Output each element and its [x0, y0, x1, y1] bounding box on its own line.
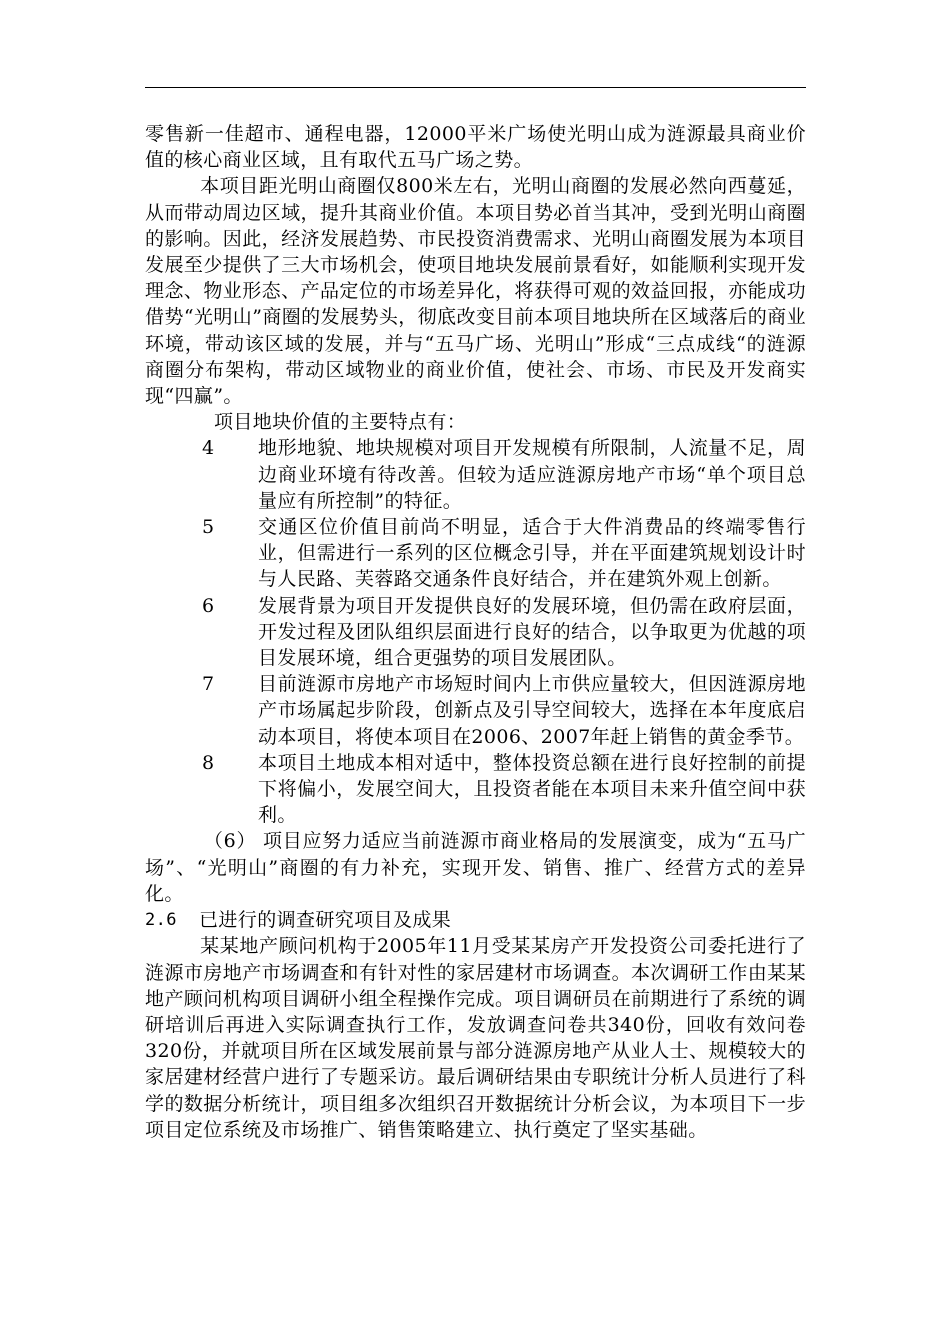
document-body	[145, 121, 806, 1143]
list-item	[145, 750, 806, 829]
section-heading	[145, 907, 806, 933]
list-item	[145, 435, 806, 514]
paragraph-research-summary: 某某地产顾问机构于2005年11月受某某房产开发投资公司委托进行了涟源市房地产市场调查和有针对性的家居建材市场调查。本次调研工作由某某地产顾问机构项目调研小组全程操作完成。项目调研员在前期进行了系统的调研培训后再进入实际调查执行工作，发放调查问卷共340份，回收有效问卷320份，并就项目所在区域发展前景与部分涟源房地产从业人士、规模较大的家居建材经营户进行了专题采访。最后调研结果由专职统计分析人员进行了科学的数据分析统计，项目组多次组织召开数据统计分析会议，为本项目下一步项目定位系统及市场推广、销售策略建立、执行奠定了坚实基础。	[145, 935, 806, 1141]
list-text: 目前涟源市房地产市场短时间内上市供应量较大，但因涟源房地产市场属起步阶段，创新点及引导空间较大，选择在本年度底启动本项目，将使本项目在2006、2007年赶上销售的黄金季节。	[258, 673, 806, 748]
paragraph-market-opportunity: 本项目距光明山商圈仅800米左右，光明山商圈的发展必然向西蔓延，从而带动周边区域，提升其商业价值。本项目势必首当其冲，受到光明山商圈的影响。因此，经济发展趋势、市民投资消费需求、光明山商圈发展为本项目发展至少提供了三大市场机会，使项目地块发展前景看好，如能顺利实现开发理念、物业形态、产品定位的市场差异化，将获得可观的效益回报，亦能成功借势“光明山”商圈的发展势头，彻底改变目前本项目地块所在区域落后的商业环境，带动该区域的发展，并与“五马广场、光明山”形成“三点成线“的涟源商圈分布架构，带动区域物业的商业价值，使社会、市场、市民及开发商实现“四赢”。	[145, 175, 806, 408]
list-item	[145, 593, 806, 672]
features-intro: 项目地块价值的主要特点有：	[214, 411, 467, 434]
list-number: 4	[202, 437, 215, 460]
section-title: 已进行的调查研究项目及成果	[199, 909, 452, 932]
list-item	[145, 671, 806, 750]
list-item	[145, 514, 806, 593]
list-text: 地形地貌、地块规模对项目开发规模有所限制，人流量不足，周边商业环境有待改善。但较为适应涟源房地产市场“单个项目总量应有所控制”的特征。	[258, 437, 806, 512]
section-number: 2.6	[145, 910, 177, 931]
list-text: 交通区位价值目前尚不明显，适合于大件消费品的终端零售行业，但需进行一系列的区位概念引导，并在平面建筑规划设计时与人民路、芙蓉路交通条件良好结合，并在建筑外观上创新。	[258, 516, 806, 591]
paragraph-guangmingshan-summary: 零售新一佳超市、通程电器，12000平米广场使光明山成为涟源最具商业价值的核心商业区域，且有取代五马广场之势。	[145, 123, 806, 172]
list-text: 发展背景为项目开发提供良好的发展环境，但仍需在政府层面，开发过程及团队组织层面进行良好的结合，以争取更为优越的项目发展环境，组合更强势的项目发展团队。	[258, 594, 806, 670]
list-text: 本项目土地成本相对适中，整体投资总额在进行良好控制的前提下将偏小，发展空间大，且投资者能在本项目未来升值空间中获利。	[258, 751, 806, 827]
header-rule	[145, 87, 806, 88]
paragraph-point-6: （6） 项目应努力适应当前涟源市商业格局的发展演变，成为“五马广场”、“光明山”商圈的有力补充，实现开发、销售、推广、经营方式的差异化。	[145, 830, 806, 905]
list-number: 6	[202, 594, 215, 617]
list-number: 8	[202, 751, 215, 774]
list-number: 5	[202, 516, 215, 539]
list-number: 7	[202, 673, 215, 696]
